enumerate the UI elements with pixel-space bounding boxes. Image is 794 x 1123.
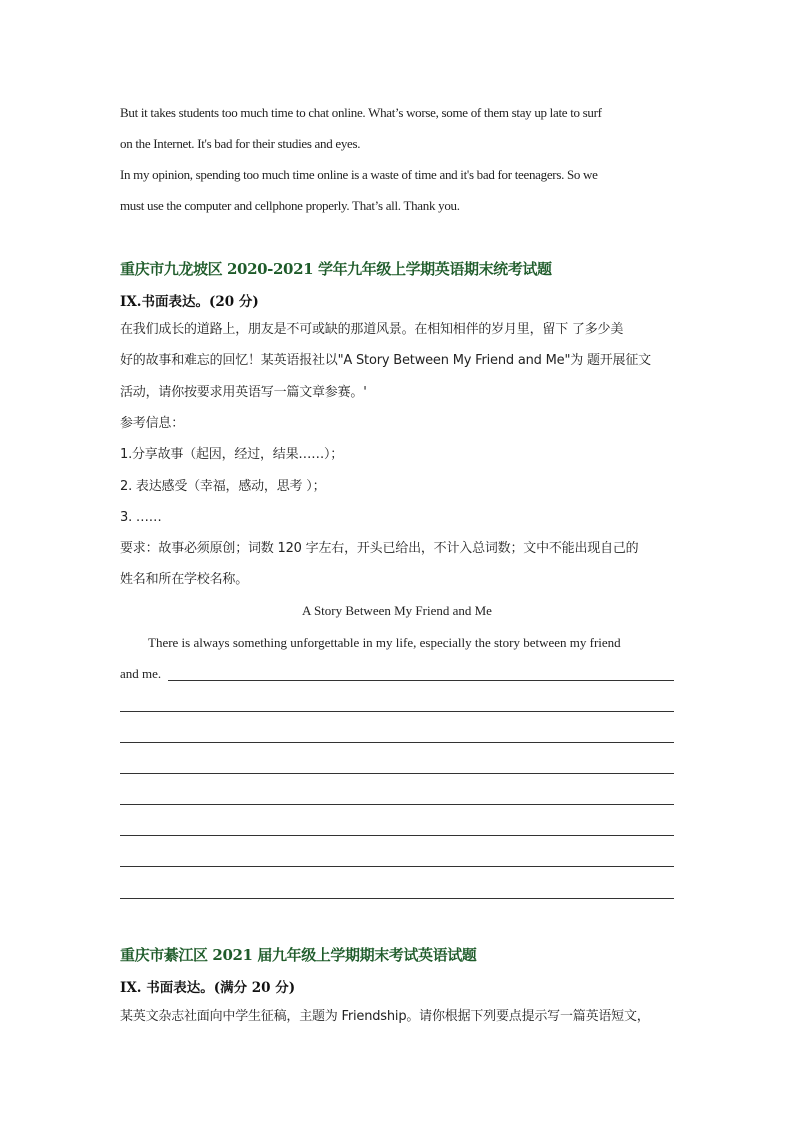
task-intro-line-3: 活动，请你按要求用英语写一篇文章参赛。' — [120, 385, 367, 400]
writing-task-subheading-2: IX. 书面表达。(满分 20 分) — [120, 980, 296, 996]
answer-line — [120, 773, 674, 774]
document-page — [120, 0, 674, 1123]
task-intro-line-2: 好的故事和难忘的回忆！某英语报社以"A Story Between My Friend and Me"为 题开展征文 — [120, 353, 651, 368]
essay-opening-line-1: There is always something unforgettable in my life, especially the story between my friend — [148, 635, 621, 650]
essay-opening-line-2: and me. — [120, 666, 162, 681]
passage-line-3: In my opinion, spending too much time online is a waste of time and it's bad for teenagers. So we — [120, 167, 598, 182]
passage-line-2: on the Internet. It's bad for their studies and eyes. — [120, 136, 361, 151]
reference-item-1: 1.分享故事（起因，经过，结果……）； — [120, 447, 344, 462]
answer-line — [168, 680, 674, 681]
passage-line-1: But it takes students too much time to chat online. What’s worse, some of them stay up late to surf — [120, 105, 602, 120]
section-heading-qijiang: 重庆市綦江区 2021 届九年级上学期期末考试英语试题 — [120, 946, 477, 964]
essay-title: A Story Between My Friend and Me — [302, 603, 492, 618]
task-intro-line-1: 在我们成长的道路上，朋友是不可或缺的那道风景。在相知相伴的岁月里，留下 了多少美 — [120, 322, 624, 337]
passage-line-4: must use the computer and cellphone properly. That’s all. Thank you. — [120, 198, 460, 213]
reference-item-3: 3. …… — [120, 510, 162, 525]
answer-line — [120, 711, 674, 712]
writing-task-subheading: IX.书面表达。(20 分) — [120, 294, 259, 310]
answer-line — [120, 742, 674, 743]
answer-line — [120, 898, 674, 899]
reference-item-2: 2. 表达感受（幸福，感动，思考 ）； — [120, 479, 326, 494]
answer-line — [120, 804, 674, 805]
section-heading-jiulongpo: 重庆市九龙坡区 2020-2021 学年九年级上学期英语期末统考试题 — [120, 260, 552, 278]
task-intro-line-2-1: 某英文杂志社面向中学生征稿，主题为 Friendship。请你根据下列要点提示写一篇英语短文， — [120, 1009, 650, 1024]
requirements-line-1: 要求：故事必须原创；词数 120 字左右，开头已给出，不计入总词数；文中不能出现自己的 — [120, 541, 639, 556]
answer-line — [120, 866, 674, 867]
requirements-line-2: 姓名和所在学校名称。 — [120, 572, 249, 587]
answer-line — [120, 835, 674, 836]
reference-label: 参考信息： — [120, 416, 185, 431]
